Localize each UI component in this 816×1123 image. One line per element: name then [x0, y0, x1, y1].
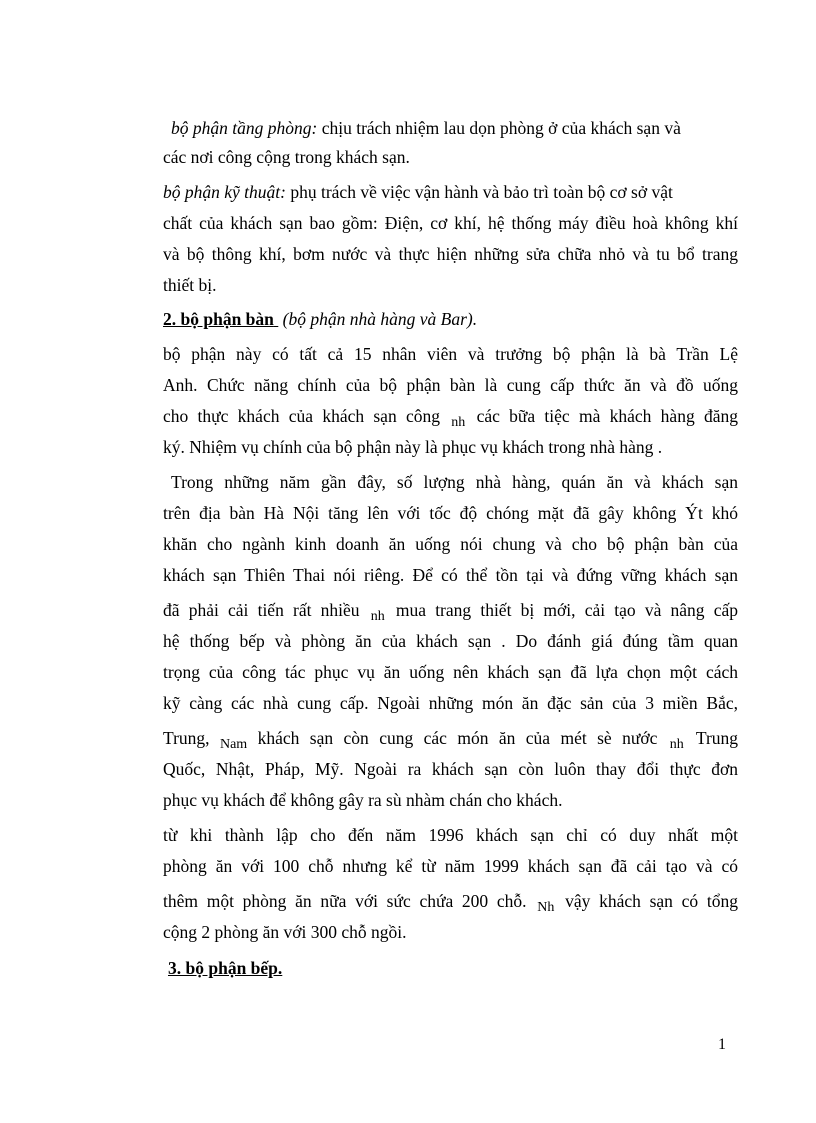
paragraph-line: bộ phận này có tất cả 15 nhân viên và trưởng bộ phận là bà Trần Lệ — [163, 344, 738, 364]
section-heading-3: 3. bộ phận bếp. — [168, 958, 283, 978]
paragraph-line: khăn cho ngành kinh doanh ăn uống nói chung và cho bộ phận bàn của — [163, 534, 738, 554]
paragraph-line: bộ phận kỹ thuật: phụ trách về việc vận hành và bảo trì toàn bộ cơ sở vật — [163, 182, 673, 202]
section-heading-2: 2. bộ phận bàn (bộ phận nhà hàng và Bar). — [163, 309, 478, 329]
paragraph-line: Trong những năm gần đây, số lượng nhà hàng, quán ăn và khách sạn — [171, 472, 738, 492]
paragraph-line: hệ thống bếp và phòng ăn của khách sạn . Do đánh giá đúng tầm quan — [163, 631, 738, 651]
paragraph-line: thiết bị. — [163, 275, 217, 295]
paragraph-line: phòng ăn với 100 chỗ nhưng kể từ năm 1999 khách sạn đã cải tạo và có — [163, 856, 738, 876]
paragraph-line: cho thực khách của khách sạn công $_{nh}$ các bữa tiệc mà khách hàng đăng — [163, 406, 738, 430]
paragraph-line: Quốc, Nhật, Pháp, Mỹ. Ngoài ra khách sạn còn luôn thay đổi thực đơn — [163, 759, 738, 779]
paragraph-line: Trung, $_{Nam}$ khách sạn còn cung các món ăn của mét sè nước $_{nh}$ Trung — [163, 728, 739, 752]
paragraph-line: chất của khách sạn bao gồm: Điện, cơ khí, hệ thống máy điều hoà không khí — [163, 213, 738, 233]
department-label-technical: bộ phận kỹ thuật: — [163, 182, 286, 202]
paragraph-line: từ khi thành lập cho đến năm 1996 khách sạn chỉ có duy nhất một — [163, 825, 738, 845]
paragraph-line: cộng 2 phòng ăn với 300 chỗ ngồi. — [163, 922, 407, 942]
paragraph-line: và bộ thông khí, bơm nước và thực hiện những sửa chữa nhỏ và tu bổ trang — [163, 244, 738, 264]
paragraph-line: bộ phận tầng phòng: chịu trách nhiệm lau dọn phòng ở của khách sạn và — [171, 118, 681, 138]
page-number: 1 — [718, 1036, 726, 1053]
paragraph-line: trọng của công tác phục vụ ăn uống nên khách sạn đã lựa chọn một cách — [163, 662, 738, 682]
paragraph-line: khách sạn Thiên Thai nói riêng. Để có thể tồn tại và đứng vững khách sạn — [163, 565, 738, 585]
department-label-housekeeping: bộ phận tầng phòng: — [171, 118, 318, 138]
paragraph-line: kỹ càng các nhà cung cấp. Ngoài những món ăn đặc sản của 3 miền Bắc, — [163, 693, 738, 713]
paragraph-line: Anh. Chức năng chính của bộ phận bàn là cung cấp thức ăn và đồ uống — [163, 375, 738, 395]
paragraph-line: trên địa bàn Hà Nội tăng lên với tốc độ chóng mặt đã gây không Ýt khó — [163, 503, 738, 523]
paragraph-line: các nơi công cộng trong khách sạn. — [163, 147, 410, 167]
paragraph-line: thêm một phòng ăn nữa với sức chứa 200 chỗ. $_{Nh}$ vậy khách sạn có tổng — [163, 891, 738, 915]
paragraph-line: phục vụ khách để không gây ra sù nhàm chán cho khách. — [163, 790, 563, 810]
paragraph-line: đã phải cải tiến rất nhiều $_{nh}$ mua trang thiết bị mới, cải tạo và nâng cấp — [163, 600, 738, 624]
paragraph-line: ký. Nhiệm vụ chính của bộ phận này là phục vụ khách trong nhà hàng . — [163, 437, 663, 457]
